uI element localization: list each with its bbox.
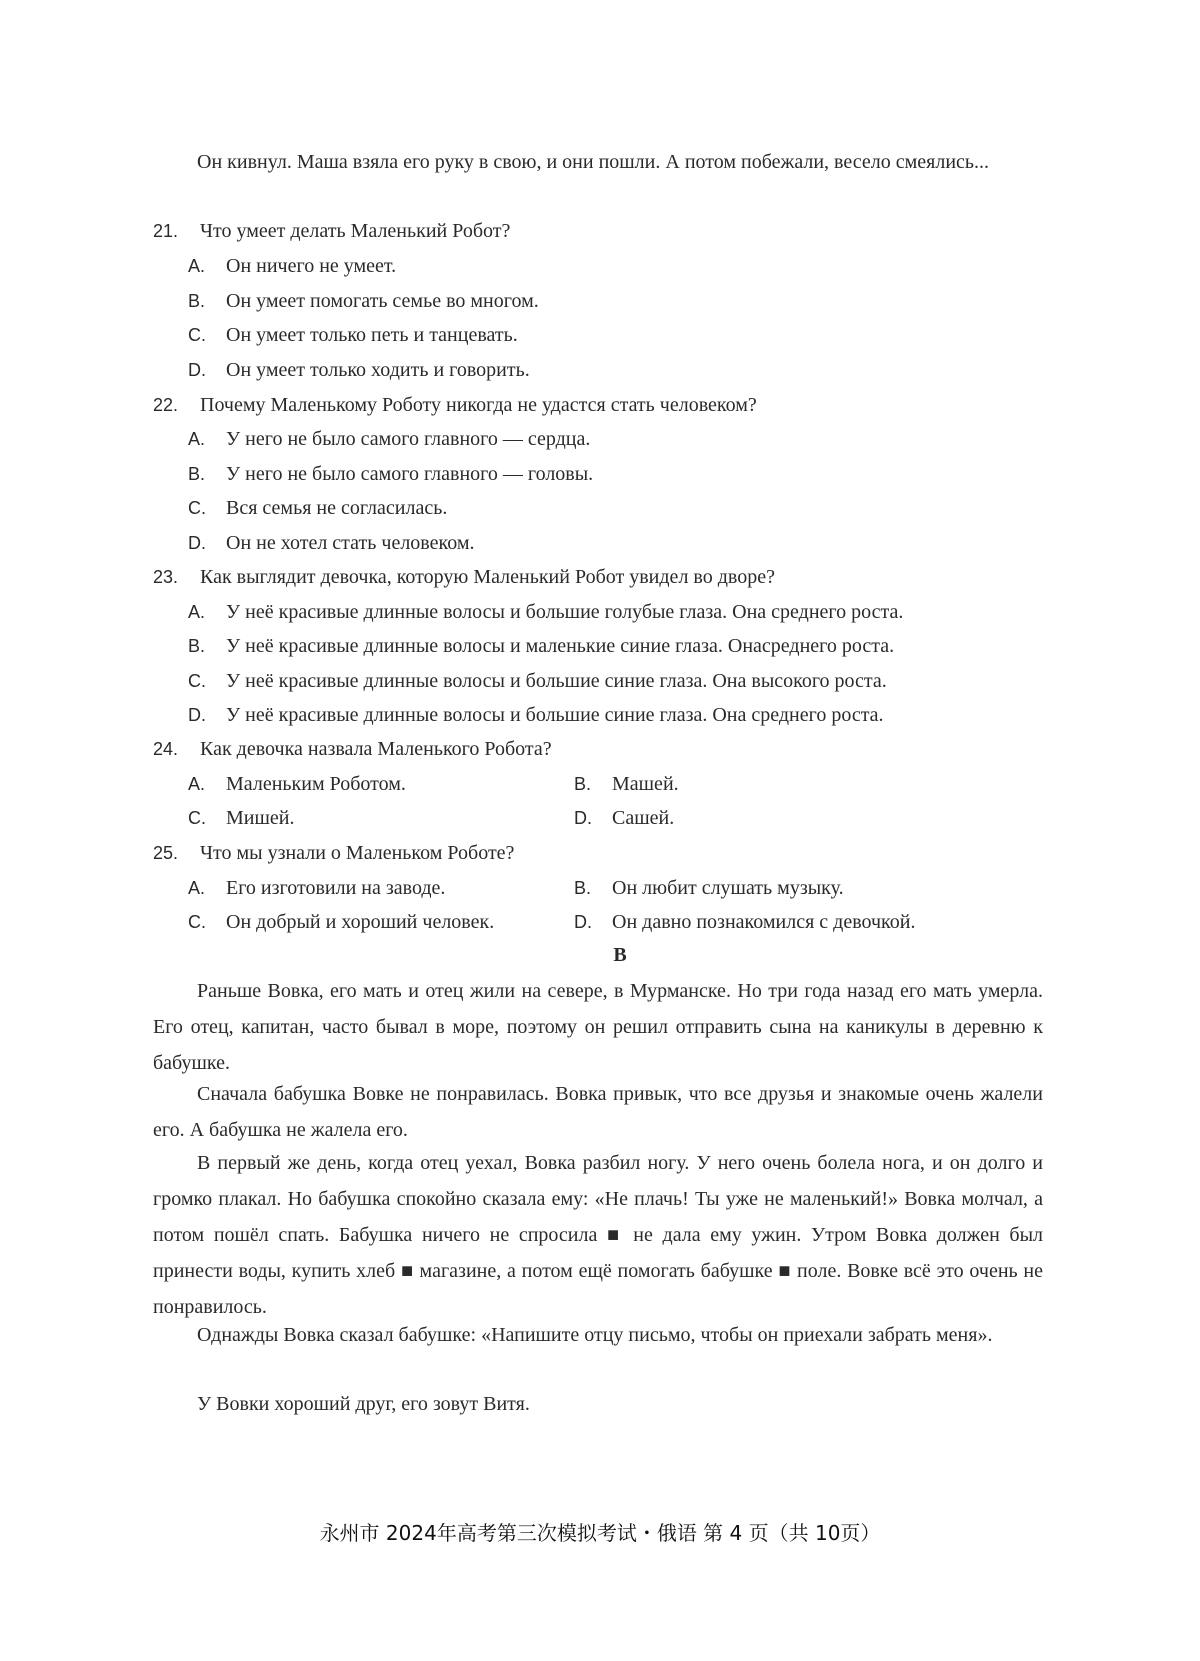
option-22-c[interactable]: C. Вся семья не согласилась. [188,497,448,519]
option-23-b[interactable]: B. У неё красивые длинные волосы и маленькие синие глаза. Онасреднего роста. [188,635,895,657]
option-21-d[interactable]: D. Он умеет только ходить и говорить. [188,359,530,381]
question-24: 24. Как девочка назвала Маленького Робота? [153,738,552,760]
option-23-a[interactable]: A. У неё красивые длинные волосы и большие голубые глаза. Она среднего роста. [188,601,904,623]
passage-paragraph-3: В первый же день, когда отец уехал, Вовка разбил ногу. У него очень болела нога, и он долго и громко плакал. Но бабушка спокойно сказала ему: «Не плачь! Ты уже не маленький!» Вовка молчал, а потом пошёл спать. Бабушка ничего не спросила ■ не дала ему ужин. Утром Вовка должен был принести воды, купить хлеб ■ магазине, а потом ещё помогать бабушке ■ поле. Вовке всё это очень не понравилось. [153,1152,1043,1318]
passage-paragraph-2: Сначала бабушка Вовке не понравилась. Вовка привык, что все друзья и знакомые очень жалели его. А бабушка не жалела его. [153,1083,1043,1141]
option-24-b[interactable]: B. Машей. [574,773,679,795]
option-24-d[interactable]: D. Сашей. [574,807,675,829]
passage-paragraph-5: У Вовки хороший друг, его зовут Витя. [197,1393,530,1415]
option-21-b[interactable]: B. Он умеет помогать семье во многом. [188,290,539,312]
page-footer: 永州市 2024年高考第三次模拟考试・俄语 第 4 页（共 10页） [319,1521,881,1545]
option-24-a[interactable]: A. Маленьким Роботом. [188,773,406,795]
intro-paragraph: Он кивнул. Маша взяла его руку в свою, и они пошли. А потом побежали, весело смеялись... [197,151,990,173]
option-25-c[interactable]: C. Он добрый и хороший человек. [188,911,495,933]
question-21: 21. Что умеет делать Маленький Робот? [153,220,511,242]
passage-paragraph-4: Однажды Вовка сказал бабушке: «Напишите отцу письмо, чтобы он приехали забрать меня». [197,1324,993,1346]
option-25-b[interactable]: B. Он любит слушать музыку. [574,877,844,899]
question-22: 22. Почему Маленькому Роботу никогда не удастся стать человеком? [153,394,757,416]
question-25: 25. Что мы узнали о Маленьком Роботе? [153,842,515,864]
option-25-d[interactable]: D. Он давно познакомился с девочкой. [574,911,916,933]
option-24-c[interactable]: C. Мишей. [188,807,295,829]
option-22-d[interactable]: D. Он не хотел стать человеком. [188,532,475,554]
question-23: 23. Как выглядит девочка, которую Маленький Робот увидел во дворе? [153,566,775,588]
option-21-a[interactable]: A. Он ничего не умеет. [188,255,397,277]
option-23-d[interactable]: D. У неё красивые длинные волосы и большие синие глаза. Она среднего роста. [188,704,884,726]
option-21-c[interactable]: C. Он умеет только петь и танцевать. [188,324,518,346]
section-heading-b: B [613,944,627,966]
option-23-c[interactable]: C. У неё красивые длинные волосы и большие синие глаза. Она высокого роста. [188,670,887,692]
option-25-a[interactable]: A. Его изготовили на заводе. [188,877,446,899]
option-22-a[interactable]: A. У него не было самого главного — сердца. [188,428,591,450]
option-22-b[interactable]: B. У него не было самого главного — головы. [188,463,594,485]
passage-paragraph-1: Раньше Вовка, его мать и отец жили на севере, в Мурманске. Но три года назад его мать умерла. Его отец, капитан, часто бывал в море, поэтому он решил отправить сына на каникулы в деревню к бабушке. [153,980,1043,1074]
